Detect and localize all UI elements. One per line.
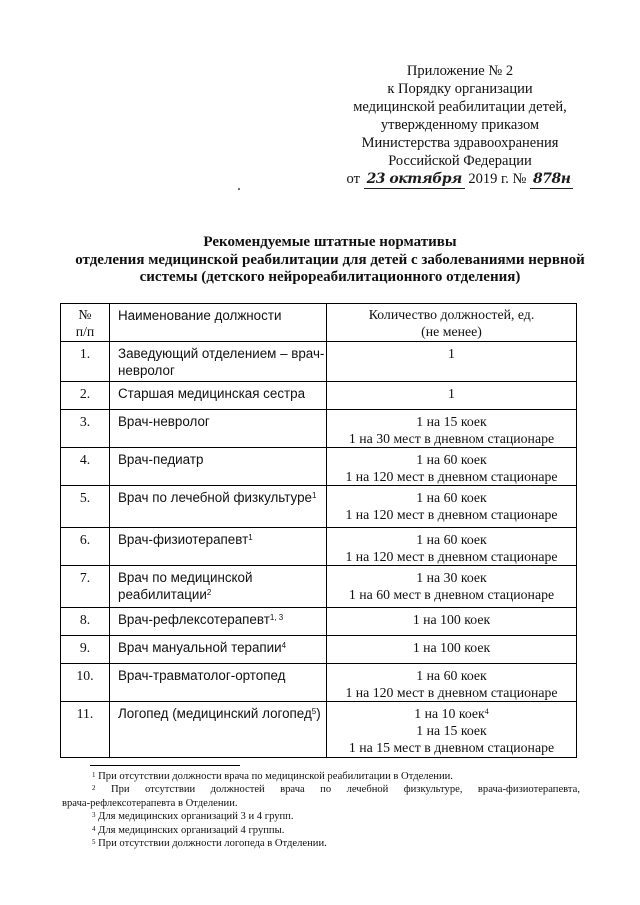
table-row	[61, 448, 577, 486]
position-name: Врач-невролог	[110, 410, 327, 448]
appendix-line: Российской Федерации	[388, 153, 532, 169]
row-number: 7.	[61, 566, 110, 608]
position-name: Врач мануальной терапии$^4$	[110, 636, 327, 664]
table-row	[61, 486, 577, 528]
footnote-item: $^3$ Для медицинских организаций 3 и 4 групп.	[92, 811, 294, 823]
table-row	[61, 410, 577, 448]
position-quantity: 1 на 15 коек 1 на 30 мест в дневном стационаре	[327, 410, 577, 448]
order-date-line	[330, 170, 590, 189]
footnote-item: $^1$ При отсутствии должности врача по медицинской реабилитации в Отделении.	[92, 771, 453, 782]
row-number: 6.	[61, 528, 110, 566]
appendix-line: утвержденному приказом	[380, 117, 540, 133]
footnote-ref: 2	[206, 588, 212, 597]
footnote-ref: 5	[311, 707, 317, 716]
handwritten-number: 878н	[530, 170, 573, 189]
footnote-item: $^2$ При отсутствии должностей врача по лечебной физкультуре, врача-физиотерапевта,	[92, 784, 580, 796]
title-line: системы (детского нейрореабилитационного отделения)	[139, 269, 521, 285]
row-number: 2.	[61, 382, 110, 410]
title-line: отделения медицинской реабилитации для детей с заболеваниями нервной	[75, 251, 585, 268]
row-number: 4.	[61, 448, 110, 486]
row-number: 3.	[61, 410, 110, 448]
table-header-row	[61, 304, 577, 342]
position-name: Логопед (медицинский логопед$^5$)	[110, 702, 327, 758]
document-title	[40, 234, 620, 287]
position-quantity: 1 на 30 коек 1 на 60 мест в дневном стационаре	[327, 566, 577, 608]
footnotes	[62, 770, 580, 850]
position-name: Врач-педиатр	[110, 448, 327, 486]
footnote-item: $^5$ При отсутствии должности логопеда в Отделении.	[92, 838, 327, 850]
scan-speck	[238, 188, 240, 190]
row-number: 8.	[61, 608, 110, 636]
footnote-ref: 4	[484, 707, 489, 716]
staffing-table	[60, 303, 577, 758]
header-num: № п/п	[61, 304, 110, 342]
position-name: Врач-рефлексотерапевт$^{1, 3}$	[110, 608, 327, 636]
appendix-line: Приложение № 2	[406, 63, 514, 79]
position-quantity: 1 на 60 коек 1 на 120 мест в дневном стационаре	[327, 664, 577, 702]
footnote-item: $^4$ Для медицинских организаций 4 группы.	[92, 824, 285, 836]
table-row	[61, 528, 577, 566]
handwritten-date: 23 октября	[364, 170, 465, 189]
appendix-line: к Порядку организации	[387, 81, 533, 97]
appendix-header	[330, 62, 590, 189]
position-quantity: 1	[327, 382, 577, 410]
position-name: Врач-физиотерапевт$^1$	[110, 528, 327, 566]
footnote-ref: 1	[248, 533, 253, 542]
appendix-line: медицинской реабилитации детей,	[353, 99, 567, 115]
appendix-line: Министерства здравоохранения	[361, 135, 559, 151]
table-row	[61, 608, 577, 636]
position-quantity: 1 на 60 коек 1 на 120 мест в дневном стационаре	[327, 528, 577, 566]
row-number: 10.	[61, 664, 110, 702]
position-quantity: 1 на 100 коек	[327, 636, 577, 664]
row-number: 1.	[61, 342, 110, 382]
row-number: 5.	[61, 486, 110, 528]
footnote-ref: 1	[311, 491, 317, 500]
position-name: Врач по лечебной физкультуре$^1$	[110, 486, 327, 528]
position-quantity: 1 на 60 коек 1 на 120 мест в дневном стационаре	[327, 448, 577, 486]
position-name: Заведующий отделением – врач-невролог	[110, 342, 327, 382]
position-name: Старшая медицинская сестра	[110, 382, 327, 410]
position-name: Врач по медицинской реабилитации$^2$	[110, 566, 327, 608]
header-qty: Количество должностей, ед. (не менее)	[327, 304, 577, 342]
row-number: 11.	[61, 702, 110, 758]
row-number: 9.	[61, 636, 110, 664]
table-row	[61, 342, 577, 382]
table-row	[61, 702, 577, 758]
position-name: Врач-травматолог-ортопед	[110, 664, 327, 702]
year-text: 2019 г. №	[468, 171, 527, 187]
table-row	[61, 664, 577, 702]
footnote-item: врача-рефлексотерапевта в Отделении.	[62, 797, 238, 809]
header-name: Наименование должности	[110, 304, 327, 342]
footnote-ref: 4	[281, 641, 287, 650]
table-row	[61, 382, 577, 410]
date-prefix: от	[346, 171, 360, 187]
position-quantity: 1 на 10 коек$^4$ 1 на 15 коек 1 на 15 мест в дневном стационаре	[327, 702, 577, 758]
table-body	[61, 342, 577, 758]
table-row	[61, 636, 577, 664]
position-quantity: 1 на 100 коек	[327, 608, 577, 636]
footnote-divider	[90, 765, 240, 766]
position-quantity: 1 на 60 коек 1 на 120 мест в дневном стационаре	[327, 486, 577, 528]
position-quantity: 1	[327, 342, 577, 382]
footnote-ref: 1, 3	[269, 613, 284, 622]
table-row	[61, 566, 577, 608]
title-line: Рекомендуемые штатные нормативы	[203, 234, 457, 250]
